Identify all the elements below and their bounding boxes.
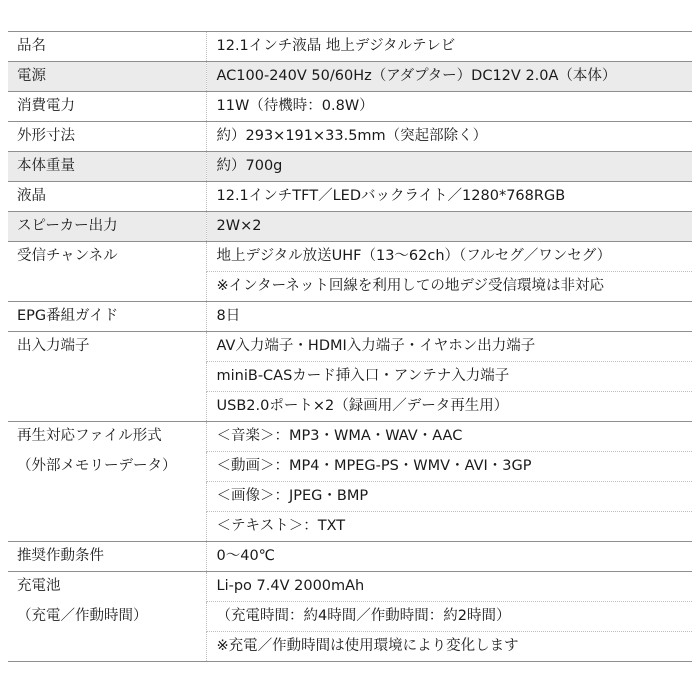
spec-label: 受信チャンネル [8, 242, 206, 272]
spec-label: 充電池 [8, 572, 206, 602]
spec-value: 8日 [206, 302, 692, 332]
spec-value: ※充電／作動時間は使用環境により変化します [206, 632, 692, 662]
spec-row-continuation [8, 362, 692, 392]
spec-row [8, 572, 692, 602]
spec-row [8, 182, 692, 212]
spec-label: 推奨作動条件 [8, 542, 206, 572]
spec-row-continuation [8, 452, 692, 482]
spec-value: （充電時間：約4時間／作動時間：約2時間） [206, 602, 692, 632]
spec-table [8, 31, 692, 662]
spec-row-continuation [8, 272, 692, 302]
spec-value: ＜画像＞：JPEG・BMP [206, 482, 692, 512]
spec-value: USB2.0ポート×2（録画用／データ再生用） [206, 392, 692, 422]
spec-value: AV入力端子・HDMI入力端子・イヤホン出力端子 [206, 332, 692, 362]
spec-value: Li-po 7.4V 2000mAh [206, 572, 692, 602]
spec-value: 地上デジタル放送UHF（13～62ch）（フルセグ／ワンセグ） [206, 242, 692, 272]
spec-label-sub [8, 632, 206, 662]
spec-row [8, 542, 692, 572]
spec-value: ＜音楽＞：MP3・WMA・WAV・AAC [206, 422, 692, 452]
spec-value: ＜動画＞：MP4・MPEG-PS・WMV・AVI・3GP [206, 452, 692, 482]
spec-value: 約）293×191×33.5mm（突起部除く） [206, 122, 692, 152]
spec-label: 消費電力 [8, 92, 206, 122]
spec-label: 電源 [8, 62, 206, 92]
spec-label-sub [8, 362, 206, 392]
spec-table-body [8, 32, 692, 662]
spec-label: 品名 [8, 32, 206, 62]
spec-row [8, 32, 692, 62]
spec-row [8, 212, 692, 242]
spec-value: 約）700g [206, 152, 692, 182]
spec-label: 本体重量 [8, 152, 206, 182]
spec-row [8, 62, 692, 92]
spec-row [8, 302, 692, 332]
spec-label: EPG番組ガイド [8, 302, 206, 332]
spec-value: 2W×2 [206, 212, 692, 242]
spec-value: 11W（待機時：0.8W） [206, 92, 692, 122]
spec-value: 12.1インチTFT／LEDバックライト／1280*768RGB [206, 182, 692, 212]
spec-label-sub: （外部メモリーデータ） [8, 452, 206, 482]
spec-label-sub [8, 392, 206, 422]
spec-row-continuation [8, 512, 692, 542]
spec-value: miniB-CASカード挿入口・アンテナ入力端子 [206, 362, 692, 392]
spec-label-sub [8, 272, 206, 302]
spec-value: 12.1インチ液晶 地上デジタルテレビ [206, 32, 692, 62]
spec-row [8, 122, 692, 152]
spec-row [8, 242, 692, 272]
spec-label-sub [8, 482, 206, 512]
spec-value: 0～40℃ [206, 542, 692, 572]
spec-row [8, 92, 692, 122]
spec-label: 出入力端子 [8, 332, 206, 362]
spec-value: AC100-240V 50/60Hz（アダプター）DC12V 2.0A（本体） [206, 62, 692, 92]
spec-row-continuation [8, 482, 692, 512]
spec-row [8, 332, 692, 362]
spec-row [8, 422, 692, 452]
spec-row [8, 152, 692, 182]
spec-row-continuation [8, 632, 692, 662]
spec-row-continuation [8, 602, 692, 632]
spec-label: スピーカー出力 [8, 212, 206, 242]
spec-value: ＜テキスト＞：TXT [206, 512, 692, 542]
spec-label: 液晶 [8, 182, 206, 212]
spec-value: ※インターネット回線を利用しての地デジ受信環境は非対応 [206, 272, 692, 302]
spec-label-sub: （充電／作動時間） [8, 602, 206, 632]
spec-label-sub [8, 512, 206, 542]
spec-label: 再生対応ファイル形式 [8, 422, 206, 452]
spec-row-continuation [8, 392, 692, 422]
spec-label: 外形寸法 [8, 122, 206, 152]
